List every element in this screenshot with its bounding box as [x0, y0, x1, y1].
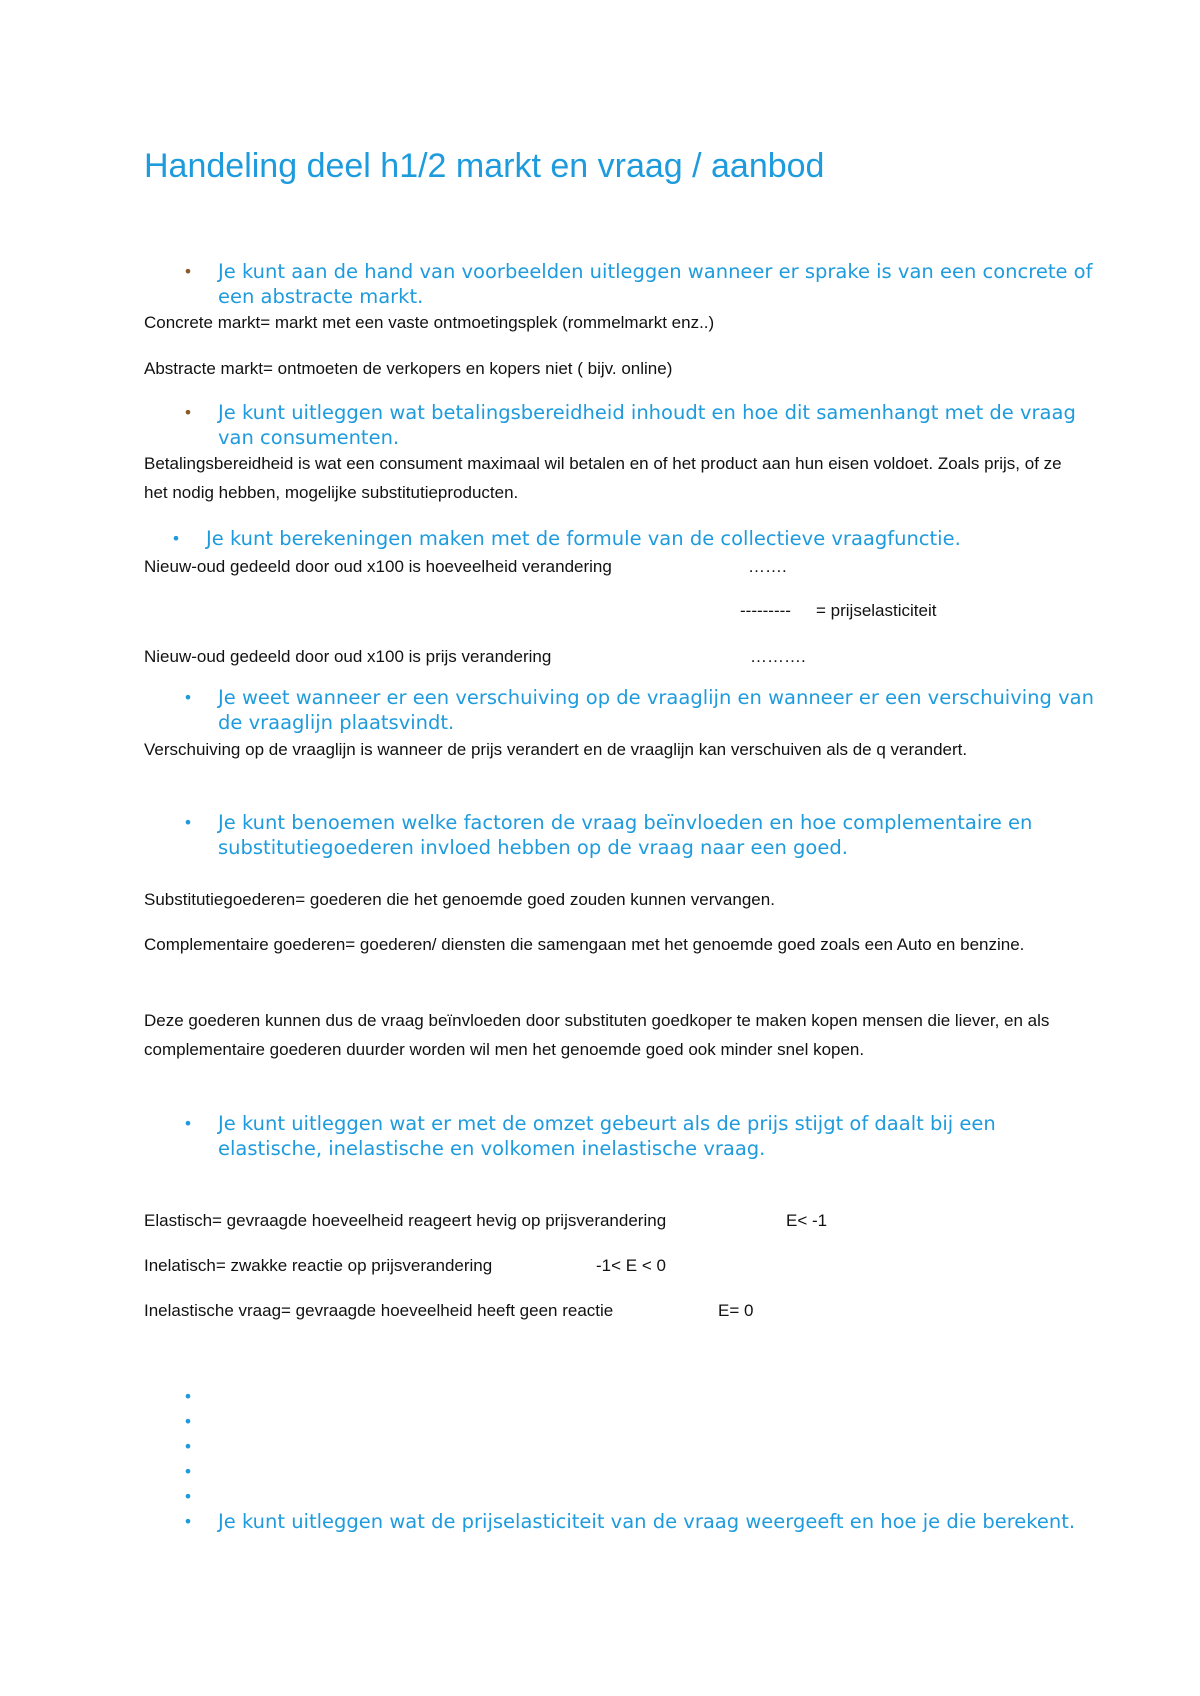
empty-bullet-icon: • [183, 1412, 193, 1431]
note-verschuiving: Verschuiving op de vraaglijn is wanneer de prijs verandert en de vraaglijn kan verschuiven als de q verandert. [144, 740, 968, 759]
learning-goal-6: Je kunt uitleggen wat er met de omzet gebeurt als de prijs stijgt of daalt bij een elastische, inelastische en volkomen inelastische vraag. [218, 1112, 996, 1160]
bullet-icon: • [183, 688, 193, 707]
note-abstracte-markt: Abstracte markt= ontmoeten de verkopers en kopers niet ( bijv. online) [144, 359, 673, 378]
bullet-icon: • [183, 1114, 193, 1133]
note-inelastisch: Inelatisch= zwakke reactie op prijsverandering [144, 1256, 493, 1275]
empty-bullet-icon: • [183, 1487, 193, 1506]
empty-bullet-icon: • [183, 1462, 193, 1481]
note-betalingsbereidheid: Betalingsbereidheid is wat een consument maximaal wil betalen en of het product aan hun eisen voldoet. Zoals prijs, of ze het nodig hebben, mogelijke substitutieproducten. [144, 454, 1062, 502]
formula-result: = prijselasticiteit [816, 601, 937, 620]
page-title: Handeling deel h1/2 markt en vraag / aanbod [144, 147, 825, 185]
note-substitutiegoederen: Substitutiegoederen= goederen die het genoemde goed zouden kunnen vervangen. [144, 890, 775, 909]
bullet-icon: • [183, 262, 193, 281]
learning-goal-4: Je weet wanneer er een verschuiving op de vraaglijn en wanneer er een verschuiving van de vraaglijn plaatsvindt. [218, 686, 1094, 734]
formula-quantity-change: Nieuw-oud gedeeld door oud x100 is hoeveelheid verandering [144, 557, 612, 576]
note-elastisch-value: E< -1 [786, 1211, 828, 1230]
learning-goal-2: Je kunt uitleggen wat betalingsbereidheid inhoudt en hoe dit samenhangt met de vraag van consumenten. [218, 401, 1076, 449]
note-inelastisch-value: -1< E < 0 [596, 1256, 666, 1275]
bullet-icon: • [183, 403, 193, 422]
note-complementaire-goederen: Complementaire goederen= goederen/ diensten die samengaan met het genoemde goed zoals een Auto en benzine. [144, 935, 1025, 954]
empty-bullet-icon: • [183, 1387, 193, 1406]
bullet-icon: • [171, 529, 181, 548]
bullet-icon: • [183, 1512, 193, 1531]
note-concrete-markt: Concrete markt= markt met een vaste ontmoetingsplek (rommelmarkt enz..) [144, 313, 715, 332]
formula-price-dots: ………. [750, 647, 806, 666]
learning-goal-5: Je kunt benoemen welke factoren de vraag beïnvloeden en hoe complementaire en substitutiegoederen invloed hebben op de vraag naar een goed. [218, 811, 1033, 859]
formula-quantity-dots: ……. [748, 557, 787, 576]
note-elastisch: Elastisch= gevraagde hoeveelheid reageert hevig op prijsverandering [144, 1211, 667, 1230]
empty-bullet-icon: • [183, 1437, 193, 1456]
note-volkomen-inelastisch: Inelastische vraag= gevraagde hoeveelheid heeft geen reactie [144, 1301, 614, 1320]
learning-goal-7: Je kunt uitleggen wat de prijselasticiteit van de vraag weergeeft en hoe je die berekent. [218, 1510, 1076, 1533]
learning-goal-1: Je kunt aan de hand van voorbeelden uitleggen wanneer er sprake is van een concrete of een abstracte markt. [218, 260, 1093, 308]
note-invloed: Deze goederen kunnen dus de vraag beïnvloeden door substituten goedkoper te maken kopen mensen die liever, en als complementaire goederen duurder worden wil men het genoemde goed ook minder snel kopen. [144, 1011, 1050, 1059]
bullet-icon: • [183, 813, 193, 832]
learning-goal-3: Je kunt berekeningen maken met de formule van de collectieve vraagfunctie. [206, 527, 961, 550]
formula-price-change: Nieuw-oud gedeeld door oud x100 is prijs verandering [144, 647, 552, 666]
note-volkomen-value: E= 0 [718, 1301, 754, 1320]
formula-divider: --------- [740, 601, 791, 620]
